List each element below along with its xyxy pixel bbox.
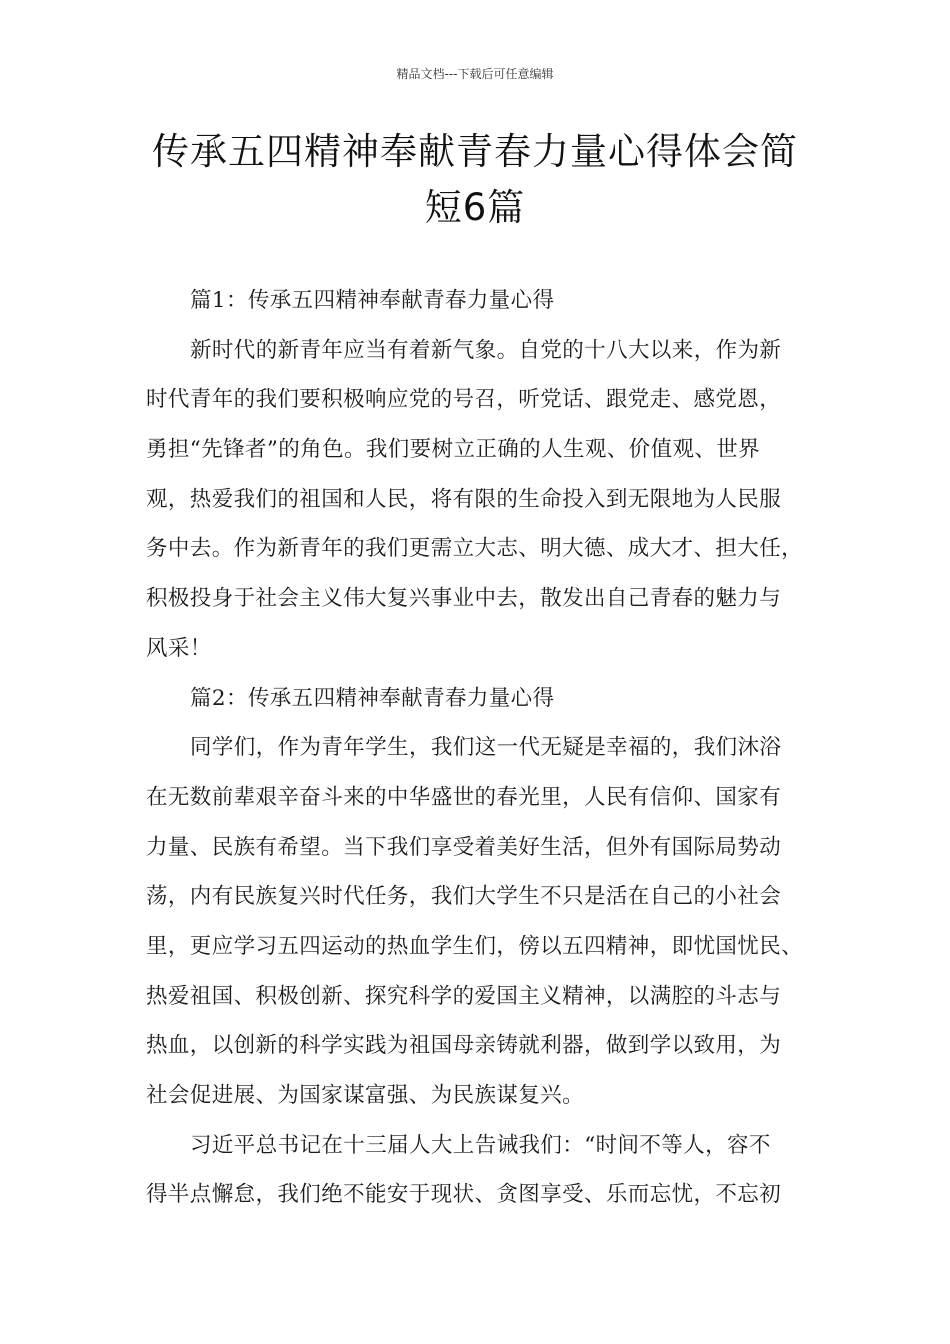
- paragraph-line: 习近平总书记在十三届人大上告诫我们：“时间不等人，容不: [190, 1132, 771, 1158]
- paragraph-line: 热血，以创新的科学实践为祖国母亲铸就利器，做到学以致用，为: [146, 1033, 782, 1059]
- section-heading-1: 篇1：传承五四精神奉献青春力量心得: [190, 288, 555, 313]
- paragraph-line: 勇担“先锋者”的角色。我们要树立正确的人生观、价值观、世界: [146, 437, 761, 463]
- document-title: [100, 124, 850, 236]
- paragraph-line: 荡，内有民族复兴时代任务，我们大学生不只是活在自己的小社会: [146, 884, 782, 910]
- paragraph-line: 热爱祖国、积极创新、探究科学的爱国主义精神，以满腔的斗志与: [146, 983, 782, 1009]
- paragraph-line: 时代青年的我们要积极响应党的号召，听党话、跟党走、感党恩，: [146, 387, 782, 413]
- paragraph-line: 积极投身于社会主义伟大复兴事业中去，散发出自己青春的魅力与: [146, 586, 782, 612]
- paragraph-line: 同学们，作为青年学生，我们这一代无疑是幸福的，我们沐浴: [190, 735, 782, 761]
- paragraph-line: 风采！: [146, 635, 212, 661]
- header-note: 精品文档---下载后可任意编辑: [396, 67, 554, 81]
- paragraph-line: 里，更应学习五四运动的热血学生们，傍以五四精神，即忧国忧民、: [146, 933, 804, 959]
- paragraph-line: 力量、民族有希望。当下我们享受着美好生活，但外有国际局势动: [146, 834, 782, 860]
- paragraph-line: 务中去。作为新青年的我们更需立大志、明大德、成大才、担大任，: [146, 536, 804, 562]
- title-line-1: 传承五四精神奉献青春力量心得体会简: [152, 130, 798, 173]
- paragraph-line: 新时代的新青年应当有着新气象。自党的十八大以来，作为新: [190, 337, 782, 363]
- document-body: [146, 276, 826, 1220]
- paragraph-line: 得半点懈怠，我们绝不能安于现状、贪图享受、乐而忘忧，不忘初: [146, 1182, 782, 1208]
- paragraph-line: 在无数前辈艰辛奋斗来的中华盛世的春光里，人民有信仰、国家有: [146, 784, 782, 810]
- title-line-2: 短6篇: [424, 186, 526, 229]
- paragraph-line: 观，热爱我们的祖国和人民，将有限的生命投入到无限地为人民服: [146, 486, 782, 512]
- section-heading-2: 篇2：传承五四精神奉献青春力量心得: [190, 685, 555, 711]
- paragraph-line: 社会促进展、为国家谋富强、为民族谋复兴。: [146, 1083, 585, 1108]
